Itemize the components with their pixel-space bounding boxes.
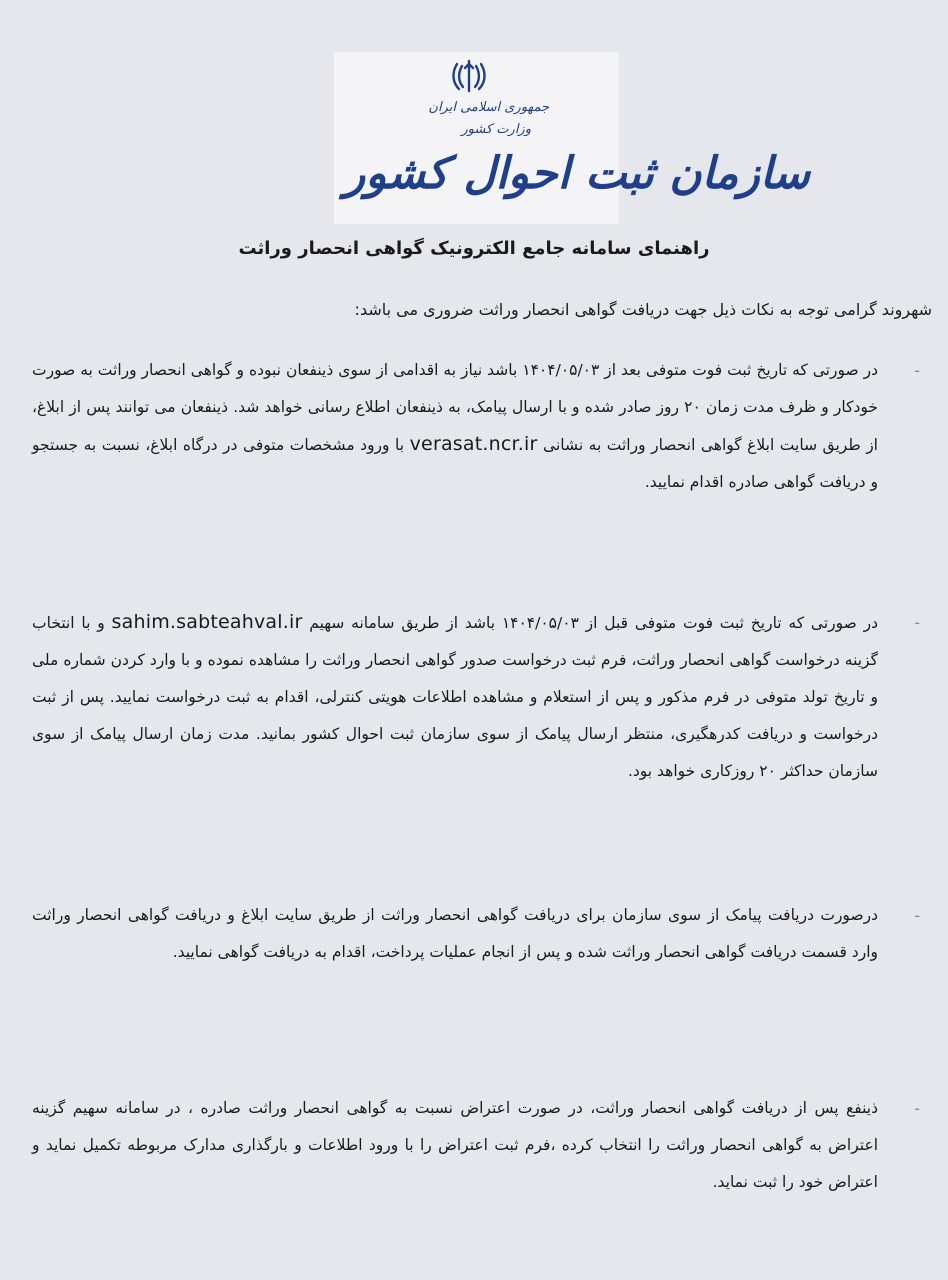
guide-item bbox=[32, 897, 920, 971]
logo-republic-text: جمهوری اسلامی ایران bbox=[428, 100, 549, 115]
guide-item-text: درصورت دریافت پیامک از سوی سازمان برای دریافت گواهی انحصار وراثت از طریق سایت ابلاغ و دریافت گواهی انحصار وراثت وارد قسمت دریافت گواهی انحصار وراثت شده و پس از انجام عملیات پرداخت، اقدام به دریافت گواهی نمایید. bbox=[32, 906, 878, 961]
bullet-dash: - bbox=[914, 613, 920, 632]
guide-item-text bbox=[32, 604, 878, 790]
sahim-link[interactable]: sahim.sabteahval.ir bbox=[111, 611, 303, 633]
verasat-link[interactable]: verasat.ncr.ir bbox=[409, 433, 538, 455]
item-text-part: با ورود مشخصات متوفی در درگاه ابلاغ، نسبت به جستجو و دریافت گواهی صادره اقدام نمایید. bbox=[32, 436, 878, 491]
bullet-dash: - bbox=[914, 361, 920, 380]
organization-logo bbox=[334, 52, 811, 224]
logo-ministry-text: وزارت کشور bbox=[461, 122, 531, 137]
iran-emblem-icon bbox=[449, 58, 489, 96]
logo-organization-name: سازمان ثبت احوال کشور bbox=[344, 148, 811, 199]
guide-item bbox=[32, 604, 920, 790]
guide-item bbox=[32, 352, 920, 501]
item-text-part: و با انتخاب گزینه درخواست گواهی انحصار وراثت، فرم ثبت درخواست صدور گواهی انحصار وراثت را مشاهده نموده و با وارد کردن شماره ملی و تاریخ تولد متوفی در فرم مذکور و پس از استعلام و مشاهده اطلاعات هویتی کنترلی، اقدام به ثبت درخواست نمایید. پس از ثبت درخواست و دریافت کدرهگیری، منتظر ارسال پیامک از سوی سازمان ثبت احوال کشور بمانید. مدت زمان ارسال پیامک از سوی سازمان حداکثر ۲۰ روزکاری خواهد بود. bbox=[32, 614, 878, 780]
item-text-part: در صورتی که تاریخ ثبت فوت متوفی بعد از ۱۴۰۴/۰۵/۰۳ باشد نیاز به اقدامی از سوی ذینفعان نبوده و گواهی انحصار وراثت به صورت خودکار و ظرف مدت زمان ۲۰ روز صادر شده و با ارسال پیامک، به ذینفعان اطلاع رسانی خواهد شد. ذینفعان می توانند پس از ابلاغ، از طریق سایت ابلاغ گواهی انحصار وراثت به نشانی bbox=[32, 361, 878, 454]
item-text-part: در صورتی که تاریخ ثبت فوت متوفی قبل از ۱۴۰۴/۰۵/۰۳ باشد از طریق سامانه سهیم bbox=[309, 614, 878, 632]
page-title: راهنمای سامانه جامع الکترونیک گواهی انحصار وراثت bbox=[238, 238, 710, 259]
bullet-dash: - bbox=[914, 906, 920, 925]
intro-text: شهروند گرامی توجه به نکات ذیل جهت دریافت گواهی انحصار وراثت ضروری می باشد: bbox=[354, 300, 932, 319]
bullet-dash: - bbox=[914, 1099, 920, 1118]
guide-item-text: ذینفع پس از دریافت گواهی انحصار وراثت، در صورت اعتراض نسبت به گواهی انحصار وراثت صادره ، در سامانه سهیم گزینه اعتراض به گواهی انحصار وراثت را انتخاب کرده ،فرم ثبت اعتراض را با ورود اطلاعات و بارگذاری مدارک مربوطه تکمیل نماید و اعتراض خود را ثبت نماید. bbox=[32, 1099, 878, 1191]
guide-item-text bbox=[32, 352, 878, 501]
guide-item bbox=[32, 1090, 920, 1201]
